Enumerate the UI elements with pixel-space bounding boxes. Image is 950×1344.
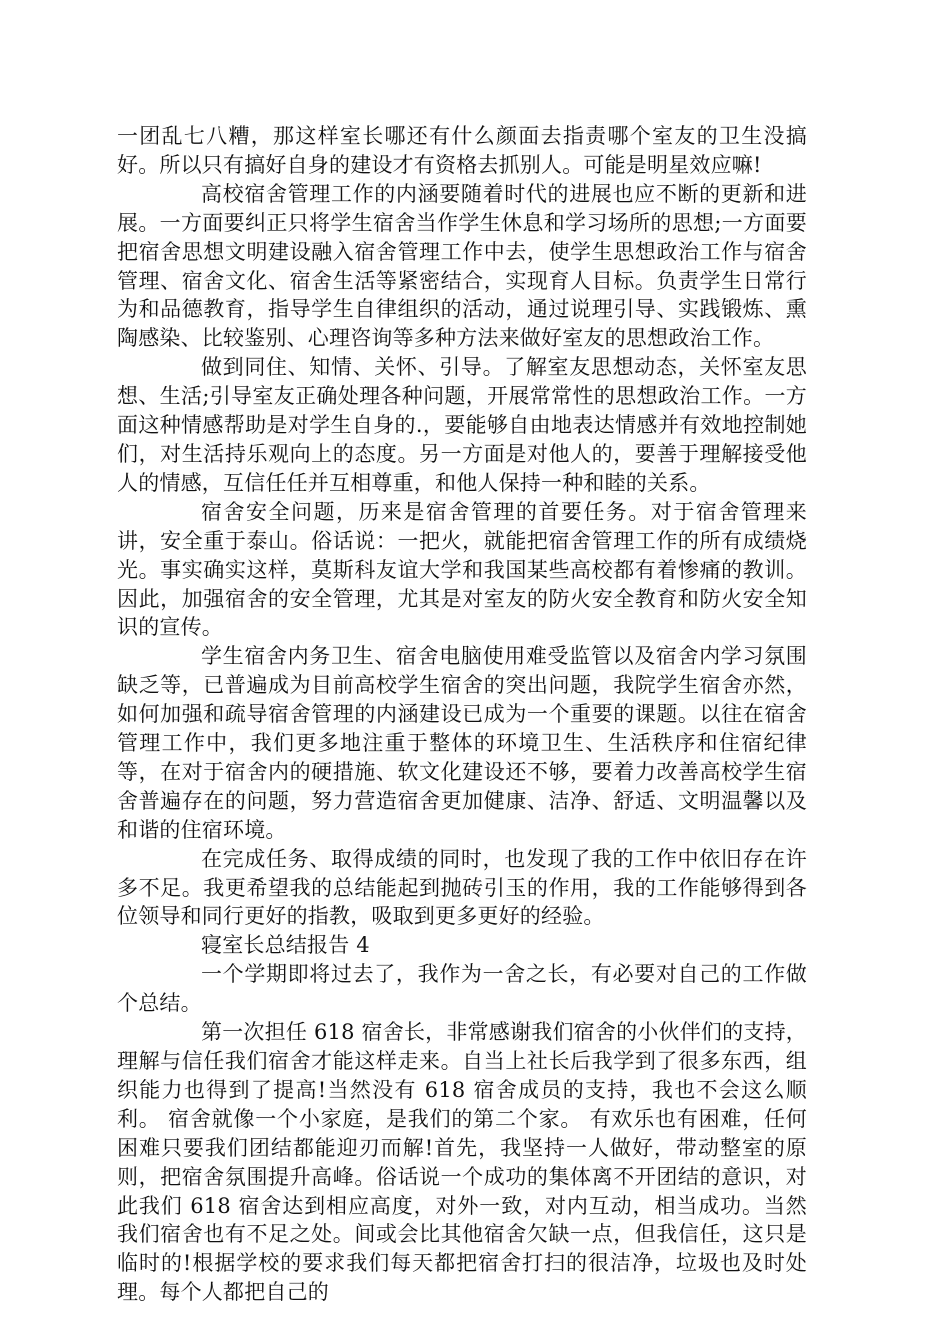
paragraph-3: 做到同住、知情、关怀、引导。了解室友思想动态，关怀室友思想、生活;引导室友正确处理各种问题，开展常常性的思想政治工作。一方面这种情感帮助是对学生自身的.，要能够自由地表达情感并有效地控制她们，对生活持乐观向上的态度。另一方面是对他人的，要善于理解接受他人的情感，互信任任并互相尊重，和他人保持一种和睦的关系。: [117, 355, 807, 495]
paragraph-4: 宿舍安全问题，历来是宿舍管理的首要任务。对于宿舍管理来讲，安全重于泰山。俗话说：一把火，就能把宿舍管理工作的所有成绩烧光。事实确实这样，莫斯科友谊大学和我国某些高校都有着惨痛的教训。因此，加强宿舍的安全管理，尤其是对室友的防火安全教育和防火安全知识的宣传。: [117, 499, 807, 640]
section-heading: 寝室长总结报告 4: [201, 933, 370, 958]
paragraph-6: 在完成任务、取得成绩的同时，也发现了我的工作中依旧存在许多不足。我更希望我的总结能起到抛砖引玉的作用，我的工作能够得到各位领导和同行更好的指教，吸取到更多更好的经验。: [117, 846, 807, 929]
paragraph-2: 高校宿舍管理工作的内涵要随着时代的进展也应不断的更新和进展。一方面要纠正只将学生宿舍当作学生休息和学习场所的思想;一方面要把宿舍思想文明建设融入宿舍管理工作中去，使学生思想政治工作与宿舍管理、宿舍文化、宿舍生活等紧密结合，实现育人目标。负责学生日常行为和品德教育，指导学生自律组织的活动，通过说理引导、实践锻炼、熏陶感染、比较鉴别、心理咨询等多种方法来做好室友的思想政治工作。: [117, 181, 807, 351]
paragraph-8: 第一次担任 618 宿舍长，非常感谢我们宿舍的小伙伴们的支持，理解与信任我们宿舍才能这样走来。自当上社长后我学到了很多东西，组织能力也得到了提高!当然没有 618 宿舍成员的支持，我也不会这么顺利。 宿舍就像一个小家庭，是我们的第二个家。 有欢乐也有困难，任何困难只要我们团结都能迎刃而解!首先，我坚持一人做好，带动整室的原则，把宿舍氛围提升高峰。俗话说一个成功的集体离不开团结的意识，对此我们 618 宿舍达到相应高度，对外一致，对内互动，相当成功。当然我们宿舍也有不足之处。间或会比其他宿舍欠缺一点，但我信任，这只是临时的!根据学校的要求我们每天都把宿舍打扫的很洁净，垃圾也及时处理。每个人都把自己的: [117, 1020, 807, 1305]
document-page: [117, 122, 807, 1307]
paragraph-1: 一团乱七八糟，那这样室长哪还有什么颜面去指责哪个室友的卫生没搞好。所以只有搞好自身的建设才有资格去抓别人。可能是明星效应嘛!: [117, 124, 807, 177]
paragraph-7: 一个学期即将过去了，我作为一舍之长，有必要对自己的工作做个总结。: [117, 962, 807, 1016]
paragraph-5: 学生宿舍内务卫生、宿舍电脑使用难受监管以及宿舍内学习氛围缺乏等，已普遍成为目前高校学生宿舍的突出问题，我院学生宿舍亦然，如何加强和疏导宿舍管理的内涵建设已成为一个重要的课题。以往在宿舍管理工作中，我们更多地注重于整体的环境卫生、生活秩序和住宿纪律等，在对于宿舍内的硬措施、软文化建设还不够，要着力改善高校学生宿舍普遍存在的问题，努力营造宿舍更加健康、洁净、舒适、文明温馨以及和谐的住宿环境。: [117, 644, 807, 842]
